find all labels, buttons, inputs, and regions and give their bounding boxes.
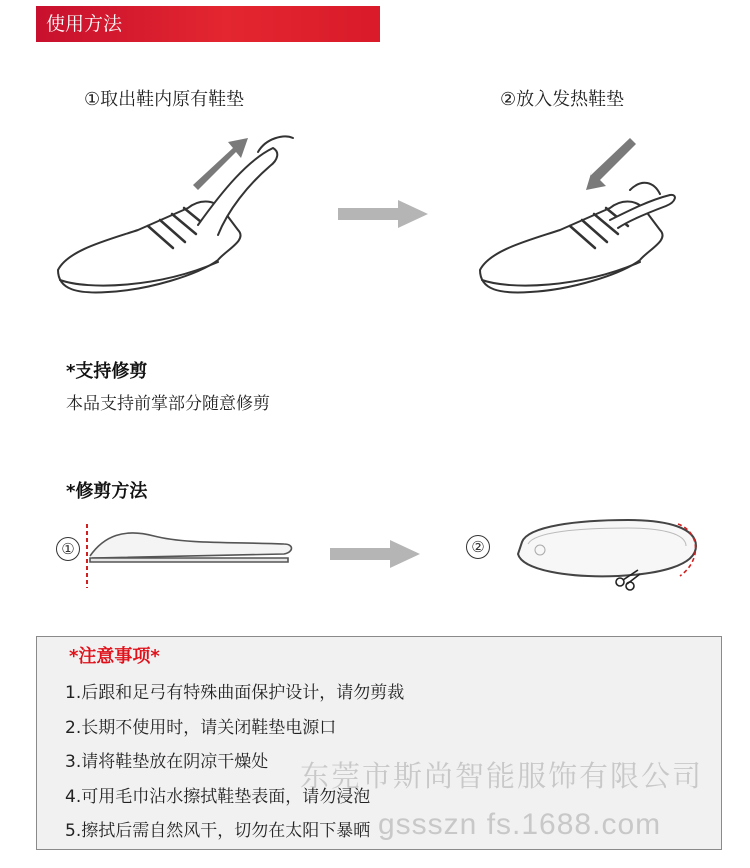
watermark-company: 东莞市斯尚智能服饰有限公司 xyxy=(300,761,704,793)
step-2-label: ②放入发热鞋垫 xyxy=(500,89,625,110)
shoe-remove-insole-icon xyxy=(48,130,298,310)
trim-support-heading: *支持修剪 xyxy=(66,361,148,382)
watermark-site: gssszn fs.1688.com xyxy=(378,808,662,841)
insole-top-view-icon xyxy=(508,514,704,592)
shoe-insert-insole-icon xyxy=(470,120,720,300)
trim-method-heading: *修剪方法 xyxy=(66,481,148,502)
notice-item: 1.后跟和足弓有特殊曲面保护设计，请勿剪裁 xyxy=(65,683,405,703)
step-1-label: ①取出鞋内原有鞋垫 xyxy=(84,89,245,110)
section-title: 使用方法 xyxy=(46,13,123,35)
trim-support-text: 本品支持前掌部分随意修剪 xyxy=(66,394,270,414)
arrow-right-icon xyxy=(330,540,422,568)
trim-step-2-number: ② xyxy=(466,535,490,559)
notice-item: 3.请将鞋垫放在阴凉干燥处 xyxy=(65,752,269,772)
notice-item: 5.擦拭后需自然风干，切勿在太阳下暴晒 xyxy=(65,821,371,841)
trim-step-1-number: ① xyxy=(56,537,80,561)
notice-item: 2.长期不使用时，请关闭鞋垫电源口 xyxy=(65,717,337,738)
insole-side-view-icon xyxy=(84,522,298,590)
arrow-right-icon xyxy=(338,200,430,228)
notice-item: 4.可用毛巾沾水擦拭鞋垫表面，请勿浸泡 xyxy=(65,786,371,807)
section-banner xyxy=(36,6,380,42)
notice-title: *注意事项* xyxy=(69,646,160,667)
